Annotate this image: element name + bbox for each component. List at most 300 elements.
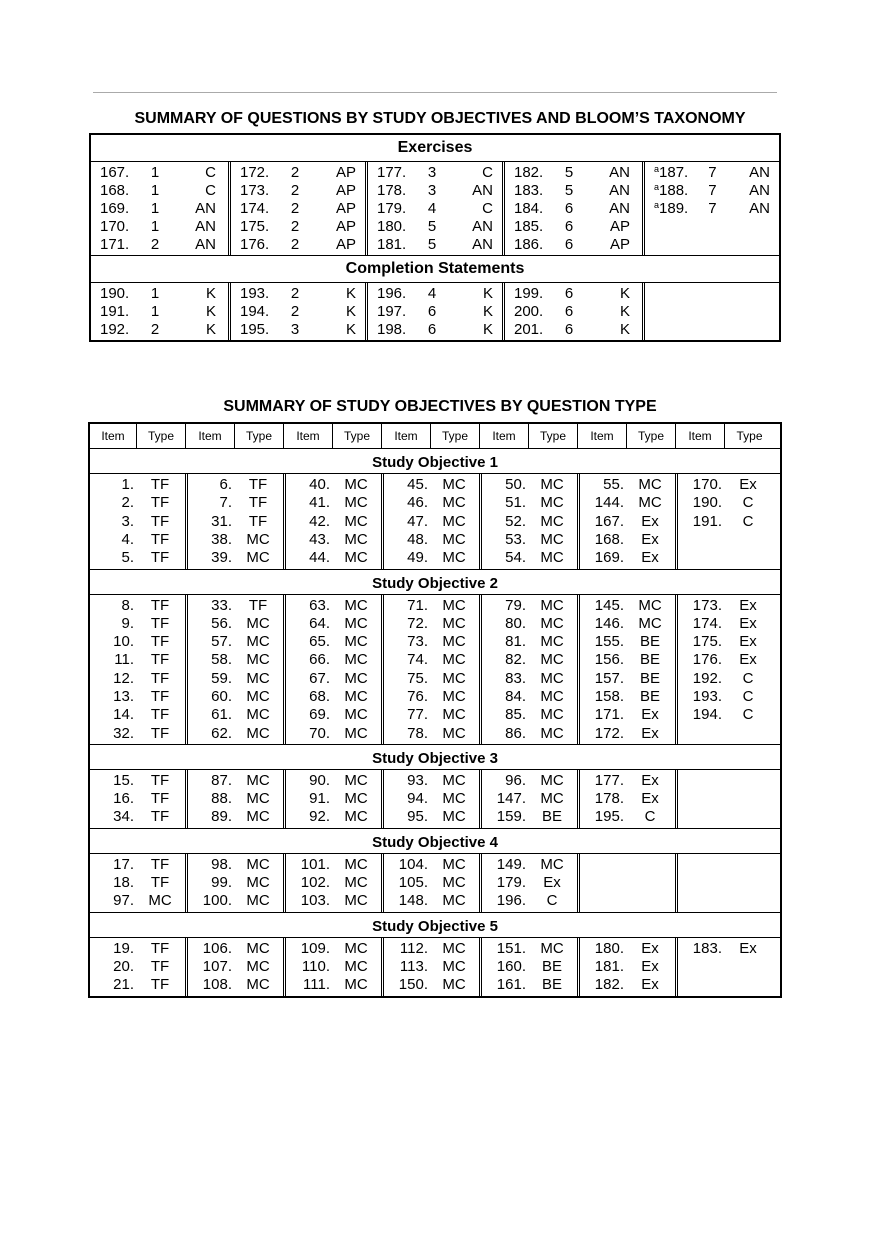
question-type: TF (150, 651, 170, 669)
item-number: 105. (398, 874, 428, 892)
item-number: 58. (211, 651, 232, 669)
study-objective-heading: Study Objective 1 (90, 449, 780, 474)
question-type: TF (150, 808, 170, 826)
table-row (231, 285, 365, 303)
item-number: 6. (219, 476, 232, 493)
item-number: 148. (398, 892, 428, 910)
question-type: MC (442, 530, 466, 548)
table-row (384, 772, 479, 790)
item-number: 91. (309, 790, 330, 808)
study-objective: 1 (150, 164, 160, 181)
item-number: 170. (100, 218, 130, 235)
question-type: MC (246, 892, 270, 910)
study-objective: 1 (150, 200, 160, 217)
question-type: C (742, 494, 754, 512)
study-objective: 7 (708, 164, 717, 181)
item-number: 100. (202, 892, 232, 910)
item-number: 177. (594, 771, 624, 789)
table-row (188, 633, 283, 651)
item-number: 147. (496, 790, 526, 808)
table-column (381, 938, 479, 996)
table-row (384, 892, 479, 910)
table-row (91, 200, 228, 218)
table-column (228, 162, 365, 255)
question-type: MC (344, 724, 368, 742)
bloom-level: K (345, 285, 356, 302)
table-row (91, 164, 228, 182)
header-type: Type (430, 424, 479, 448)
item-number: 16. (113, 790, 134, 808)
item-number: 111. (303, 976, 330, 994)
item-number: 195. (594, 808, 624, 826)
table-row (286, 615, 381, 633)
table-row (505, 182, 642, 200)
table-row (90, 670, 185, 688)
table-column (577, 474, 675, 569)
question-type: Ex (739, 651, 757, 669)
item-number: 54. (505, 549, 526, 567)
table-row (384, 494, 479, 512)
question-type: MC (442, 790, 466, 808)
item-number: 56. (211, 614, 232, 632)
table-row (384, 706, 479, 724)
study-objective: 2 (290, 182, 300, 199)
table-row (286, 790, 381, 808)
item-number: 191. (100, 303, 130, 320)
header-type: Type (234, 424, 283, 448)
question-type: MC (246, 633, 270, 651)
table-row (188, 597, 283, 615)
bloom-taxonomy-table (89, 133, 781, 342)
table-row (286, 597, 381, 615)
bloom-level: AN (749, 182, 770, 199)
question-type: Ex (641, 530, 659, 548)
question-type: MC (246, 706, 270, 724)
question-type: MC (540, 494, 564, 512)
table-row (384, 633, 479, 651)
bloom-level: K (345, 303, 356, 320)
table-row (368, 285, 502, 303)
table-row (188, 651, 283, 669)
item-number: 79. (505, 596, 526, 614)
item-number: 179. (377, 200, 407, 217)
question-type: Ex (641, 706, 659, 724)
item-number: 96. (505, 771, 526, 789)
item-number: 176. (240, 236, 270, 253)
table2-title: SUMMARY OF STUDY OBJECTIVES BY QUESTION TYPE (223, 398, 657, 415)
bloom-level: AP (335, 236, 356, 253)
question-type: Ex (739, 476, 757, 493)
item-number: 64. (309, 614, 330, 632)
table-row (286, 513, 381, 531)
question-type: C (546, 892, 558, 910)
table-row (384, 808, 479, 826)
item-number: 194. (692, 706, 722, 724)
table-row (231, 321, 365, 339)
table-row (368, 321, 502, 339)
question-type: MC (246, 724, 270, 742)
table-row (286, 940, 381, 958)
table-row (678, 633, 774, 651)
item-number: 81. (505, 633, 526, 651)
item-number: 33. (211, 596, 232, 614)
question-type: MC (246, 976, 270, 994)
question-type: Ex (641, 939, 659, 957)
item-number: 15. (113, 771, 134, 789)
question-type: MC (540, 596, 564, 614)
header-rule (93, 92, 777, 93)
table-column (283, 854, 381, 912)
item-number: 10. (113, 633, 134, 651)
question-type: MC (442, 957, 466, 975)
header-item: Item (381, 424, 430, 448)
item-number: 191. (692, 512, 722, 530)
item-number: 14. (113, 706, 134, 724)
item-number: 179. (496, 874, 526, 892)
item-number: 86. (505, 724, 526, 742)
table-row (505, 164, 642, 182)
table-row (231, 182, 365, 200)
question-type: MC (638, 596, 662, 614)
item-number: 184. (514, 200, 544, 217)
table-row (90, 494, 185, 512)
table-row (368, 200, 502, 218)
item-number: 41. (309, 494, 330, 512)
table-row (678, 940, 774, 958)
study-objective-heading: Study Objective 5 (90, 913, 780, 938)
table-row (188, 874, 283, 892)
study-objective: 5 (427, 218, 437, 235)
study-objective-heading: Study Objective 4 (90, 829, 780, 854)
table-row (286, 476, 381, 494)
table-column (479, 938, 577, 996)
study-objective: 2 (290, 218, 300, 235)
table-column (577, 595, 675, 744)
question-type: Ex (641, 976, 659, 994)
table-row (188, 494, 283, 512)
item-number: 101. (300, 855, 330, 873)
item-number: 97. (113, 892, 134, 910)
question-type: TF (248, 494, 268, 512)
bloom-level: C (205, 164, 216, 181)
item-number: 8. (121, 596, 134, 614)
section-heading: Completion Statements (91, 255, 779, 283)
item-number: 57. (211, 633, 232, 651)
item-number-text: 189. (659, 200, 689, 217)
item-number: 156. (594, 651, 624, 669)
table-row (384, 856, 479, 874)
item-number: 180. (377, 218, 407, 235)
section-body (90, 595, 780, 745)
item-number: 82. (505, 651, 526, 669)
question-type: MC (246, 530, 270, 548)
study-objective: 6 (427, 321, 437, 338)
study-objective: 6 (564, 236, 574, 253)
item-number: 60. (211, 687, 232, 705)
question-type: MC (344, 512, 368, 530)
item-number: 75. (407, 669, 428, 687)
question-type: MC (540, 476, 564, 493)
table-row (505, 285, 642, 303)
question-type: C (742, 669, 754, 687)
item-number: 46. (407, 494, 428, 512)
table-column (479, 474, 577, 569)
item-number: 171. (594, 706, 624, 724)
table-column (90, 938, 185, 996)
item-number: 61. (211, 706, 232, 724)
item-number: 83. (505, 669, 526, 687)
item-number: 181. (377, 236, 407, 253)
study-objective: 7 (708, 182, 717, 199)
table-row (188, 808, 283, 826)
item-number: 11. (114, 651, 134, 669)
section-heading: Exercises (91, 135, 779, 162)
item-number: 71. (407, 596, 428, 614)
bloom-level: C (205, 182, 216, 199)
item-number: 171. (100, 236, 130, 253)
question-type: MC (540, 633, 564, 651)
bloom-level: AP (609, 236, 630, 253)
item-number: 85. (505, 706, 526, 724)
question-type: MC (442, 494, 466, 512)
item-number: 13. (113, 687, 134, 705)
table-row (231, 164, 365, 182)
item-number: 21. (113, 976, 134, 994)
header-item: Item (185, 424, 234, 448)
item-number: 76. (407, 687, 428, 705)
table-row (90, 633, 185, 651)
item-number: 161. (496, 976, 526, 994)
question-type: Ex (641, 512, 659, 530)
item-number: 50. (505, 476, 526, 493)
question-type: MC (540, 939, 564, 957)
table-row (580, 772, 675, 790)
bloom-level: C (482, 164, 493, 181)
question-type: MC (344, 476, 368, 493)
table-column (90, 770, 185, 828)
table-row (188, 772, 283, 790)
item-number: 168. (100, 182, 130, 199)
question-type: TF (150, 512, 170, 530)
item-number (645, 164, 699, 182)
table-row (384, 790, 479, 808)
item-number (645, 200, 699, 218)
question-type: MC (344, 633, 368, 651)
item-number: 66. (309, 651, 330, 669)
table-row (580, 940, 675, 958)
item-number: 31. (211, 512, 232, 530)
question-type: MC (442, 687, 466, 705)
item-number: 72. (407, 614, 428, 632)
item-number: 110. (301, 957, 330, 975)
table-column (502, 162, 642, 255)
table-row (482, 494, 577, 512)
item-number (645, 182, 699, 200)
table-row (286, 856, 381, 874)
item-number: 145. (594, 596, 624, 614)
table-row (188, 688, 283, 706)
question-type: MC (344, 669, 368, 687)
table-row (286, 494, 381, 512)
table-row (482, 549, 577, 567)
table-row (188, 976, 283, 994)
table-row (678, 651, 774, 669)
bloom-level: AP (335, 164, 356, 181)
item-number: 17. (113, 855, 134, 873)
table-row (645, 164, 779, 182)
item-number: 55. (603, 476, 624, 493)
item-number: 195. (240, 321, 270, 338)
study-objective: 6 (427, 303, 437, 320)
table-row (384, 651, 479, 669)
table-row (188, 892, 283, 910)
footnote-marker: a (654, 164, 660, 174)
table-row (90, 725, 185, 743)
table-row (482, 633, 577, 651)
table-column (90, 854, 185, 912)
table-row (482, 706, 577, 724)
item-number: 9. (121, 614, 134, 632)
item-number: 98. (211, 855, 232, 873)
table-row (90, 772, 185, 790)
table-row (678, 476, 774, 494)
question-type: Ex (641, 724, 659, 742)
header-item: Item (577, 424, 626, 448)
item-number: 73. (407, 633, 428, 651)
item-number: 113. (399, 957, 428, 975)
table-row (580, 958, 675, 976)
item-number: 186. (514, 236, 544, 253)
question-type: MC (442, 596, 466, 614)
question-type: C (742, 706, 754, 724)
question-type: TF (150, 771, 170, 789)
question-type: MC (344, 687, 368, 705)
bloom-level: K (205, 303, 216, 320)
question-type: MC (540, 651, 564, 669)
question-type: MC (344, 614, 368, 632)
table-row (482, 670, 577, 688)
item-number: 108. (202, 976, 232, 994)
table-row (384, 940, 479, 958)
question-type: Ex (543, 874, 561, 892)
study-objective: 4 (427, 200, 437, 217)
item-number: 175. (692, 633, 722, 651)
question-type: MC (246, 771, 270, 789)
table-row (90, 940, 185, 958)
table-row (91, 236, 228, 254)
table1-title: SUMMARY OF QUESTIONS BY STUDY OBJECTIVES AND BLOOM’S TAXONOMY (134, 110, 746, 127)
question-type: MC (442, 633, 466, 651)
item-number: 175. (240, 218, 270, 235)
table-row (90, 597, 185, 615)
item-number: 67. (309, 669, 330, 687)
table-row (286, 892, 381, 910)
item-number: 107. (202, 957, 232, 975)
item-number: 167. (100, 164, 130, 181)
question-type: TF (150, 476, 170, 493)
item-number: 190. (100, 285, 130, 302)
table-row (384, 615, 479, 633)
question-type: TF (150, 706, 170, 724)
item-number: 193. (692, 687, 722, 705)
study-objective: 2 (290, 285, 300, 302)
header-type: Type (528, 424, 577, 448)
section-body (91, 162, 779, 255)
table-column (185, 854, 283, 912)
item-number: 192. (100, 321, 130, 338)
question-type: MC (344, 651, 368, 669)
item-number: 182. (594, 976, 624, 994)
item-number: 92. (309, 808, 330, 826)
study-objective: 3 (427, 182, 437, 199)
section-body (90, 938, 780, 996)
item-number: 4. (121, 530, 134, 548)
item-number: 99. (211, 874, 232, 892)
item-number: 174. (692, 614, 722, 632)
question-type: C (742, 687, 754, 705)
study-objective: 5 (564, 164, 574, 181)
question-type: TF (150, 633, 170, 651)
item-number: 77. (407, 706, 428, 724)
item-number: 95. (407, 808, 428, 826)
table-row (580, 725, 675, 743)
item-number: 84. (505, 687, 526, 705)
table-row (384, 476, 479, 494)
table-row (90, 706, 185, 724)
question-type: MC (540, 687, 564, 705)
table-row (286, 725, 381, 743)
table-row (482, 874, 577, 892)
question-type: BE (639, 669, 660, 687)
question-type: Ex (739, 614, 757, 632)
question-type: TF (150, 855, 170, 873)
table-row (505, 321, 642, 339)
study-objective: 6 (564, 285, 574, 302)
item-number: 34. (113, 808, 134, 826)
question-type: MC (344, 549, 368, 567)
question-type: MC (638, 614, 662, 632)
bloom-level: AN (609, 200, 630, 217)
question-type: MC (540, 512, 564, 530)
item-number: 45. (407, 476, 428, 493)
table-row (482, 615, 577, 633)
table-row (188, 476, 283, 494)
question-type: MC (148, 892, 172, 910)
question-type: MC (540, 530, 564, 548)
item-number: 192. (692, 669, 722, 687)
table-row (580, 513, 675, 531)
item-number: 40. (309, 476, 330, 493)
table-column (91, 283, 228, 340)
table-row (505, 303, 642, 321)
study-objective: 2 (150, 321, 160, 338)
item-number: 168. (594, 530, 624, 548)
table-row (90, 790, 185, 808)
item-number: 19. (113, 939, 134, 957)
table-row (580, 688, 675, 706)
table-row (90, 808, 185, 826)
item-number: 173. (240, 182, 270, 199)
item-number: 12. (113, 669, 134, 687)
item-number: 7. (219, 494, 232, 512)
table-row (231, 200, 365, 218)
bloom-level: AN (749, 164, 770, 181)
item-number: 170. (692, 476, 722, 493)
question-type: MC (246, 808, 270, 826)
question-type: BE (541, 808, 562, 826)
header-type: Type (332, 424, 381, 448)
question-type: TF (150, 687, 170, 705)
